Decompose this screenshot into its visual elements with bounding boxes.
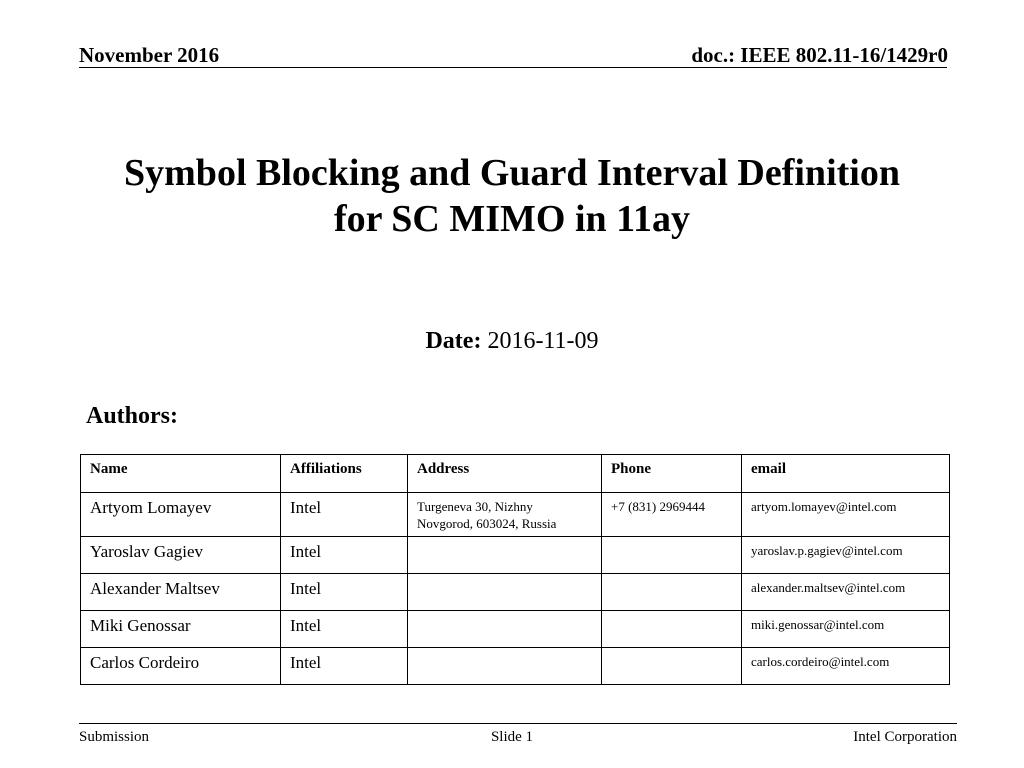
author-email: carlos.cordeiro@intel.com: [742, 648, 950, 685]
author-address: [408, 648, 602, 685]
date-line: [0, 326, 1024, 356]
author-email: artyom.lomayev@intel.com: [742, 493, 950, 537]
table-row: [81, 648, 950, 685]
author-affiliation: Intel: [281, 611, 408, 648]
author-phone: [602, 648, 742, 685]
column-header-email: email: [742, 455, 950, 493]
authors-heading: Authors:: [86, 403, 179, 429]
date-value: 2016-11-09: [487, 328, 599, 354]
author-address: [408, 574, 602, 611]
author-phone: [602, 611, 742, 648]
address-line-2: Novgorod, 603024, Russia: [417, 516, 557, 531]
header-divider: [79, 67, 947, 68]
footer-divider: [79, 723, 957, 724]
author-name: Alexander Maltsev: [81, 574, 281, 611]
author-name: Carlos Cordeiro: [81, 648, 281, 685]
header-date: November 2016: [79, 43, 220, 67]
table-row: [81, 611, 950, 648]
header-doc-id: doc.: IEEE 802.11-16/1429r0: [691, 43, 948, 67]
author-name: Artyom Lomayev: [81, 493, 281, 537]
footer-organization: Intel Corporation: [853, 729, 957, 745]
table-row: [81, 574, 950, 611]
table-header-row: [81, 455, 950, 493]
title-line-1: Symbol Blocking and Guard Interval Definition: [124, 152, 900, 194]
authors-table: [80, 454, 950, 685]
author-phone: +7 (831) 2969444: [602, 493, 742, 537]
title-line-2: for SC MIMO in 11ay: [333, 198, 691, 240]
footer-slide-number: Slide 1: [490, 729, 534, 745]
column-header-affiliations: Affiliations: [281, 455, 408, 493]
author-email: miki.genossar@intel.com: [742, 611, 950, 648]
address-line-1: Turgeneva 30, Nizhny: [417, 499, 533, 514]
author-email: alexander.maltsev@intel.com: [742, 574, 950, 611]
author-address: [408, 493, 602, 537]
date-label: Date:: [425, 328, 482, 354]
author-phone: [602, 574, 742, 611]
author-address: [408, 611, 602, 648]
author-affiliation: Intel: [281, 574, 408, 611]
author-email: yaroslav.p.gagiev@intel.com: [742, 537, 950, 574]
table-row: [81, 493, 950, 537]
author-affiliation: Intel: [281, 648, 408, 685]
author-affiliation: Intel: [281, 537, 408, 574]
slide-title: [0, 150, 1024, 242]
table-row: [81, 537, 950, 574]
author-name: Miki Genossar: [81, 611, 281, 648]
author-affiliation: Intel: [281, 493, 408, 537]
author-address: [408, 537, 602, 574]
column-header-phone: Phone: [602, 455, 742, 493]
footer-submission: Submission: [79, 729, 150, 745]
author-phone: [602, 537, 742, 574]
author-name: Yaroslav Gagiev: [81, 537, 281, 574]
column-header-name: Name: [81, 455, 281, 493]
column-header-address: Address: [408, 455, 602, 493]
